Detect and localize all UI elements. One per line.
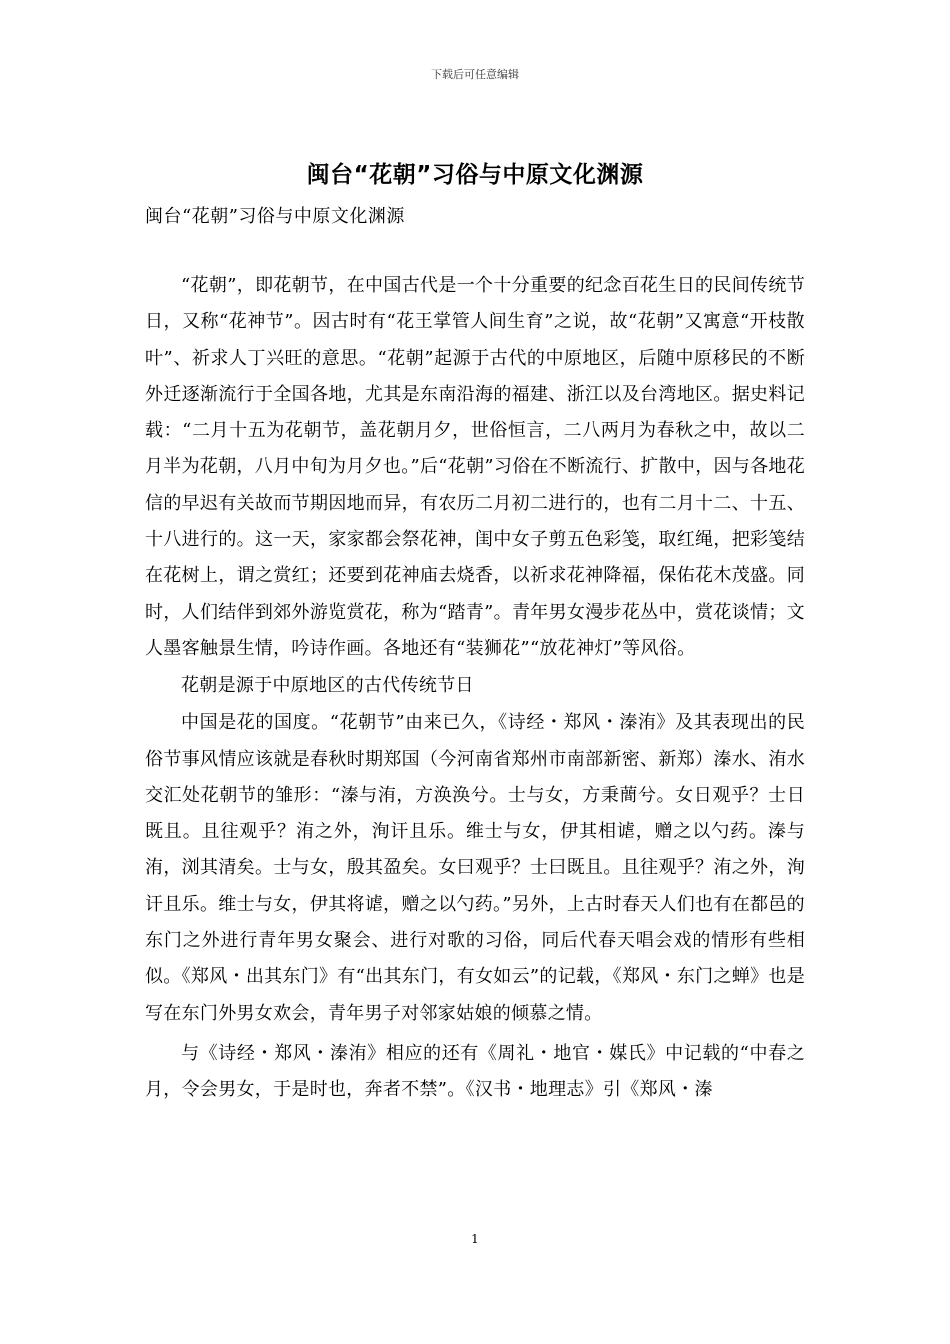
page-header-note: 下载后可任意编辑 bbox=[431, 68, 519, 81]
paragraph-origin: 中国是花的国度。“花朝节”由来已久，《诗经・郑风・溱洧》及其表现出的民俗节事风情应该就是春秋时期郑国（今河南省郑州市南部新密、新郑）溱水、洧水交汇处花朝节的雏形：“溱与洧，方涣涣兮。士与女，方秉蕳兮。女日观乎？士日既且。且往观乎？洧之外，洵讦且乐。维士与女，伊其相谑，赠之以勺药。溱与洧，浏其清矣。士与女，殷其盈矣。女曰观乎？士曰既且。且往观乎？洧之外，洵讦且乐。维士与女，伊其将谑，赠之以勺药。”另外，上古时春天人们也有在都邑的东门之外进行青年男女聚会、进行对歌的习俗，同后代春天唱会戏的情形有些相似。《郑风・出其东门》有“出其东门，有女如云”的记载，《郑风・东门之蝉》也是写在东门外男女欢会，青年男子对邻家姑娘的倾慕之情。 bbox=[145, 712, 805, 1024]
document-body bbox=[145, 268, 805, 1109]
page-number: 1 bbox=[471, 1232, 479, 1246]
document-title: 闽台“花朝”习俗与中原文化渊源 bbox=[306, 162, 644, 188]
paragraph-intro: “花朝”，即花朝节，在中国古代是一个十分重要的纪念百花生日的民间传统节日，又称“花神节”。因古时有“花王掌管人间生育”之说，故“花朝”又寓意“开枝散叶”、祈求人丁兴旺的意思。“花朝”起源于古代的中原地区，后随中原移民的不断外迁逐渐流行于全国各地，尤其是东南沿海的福建、浙江以及台湾地区。据史料记载：“二月十五为花朝节，盖花朝月夕，世俗恒言，二八两月为春秋之中，故以二月半为花朝，八月中旬为月夕也。”后“花朝”习俗在不断流行、扩散中，因与各地花信的早迟有关故而节期因地而异，有农历二月初二进行的，也有二月十二、十五、十八进行的。这一天，家家都会祭花神，闺中女子剪五色彩笺，取红绳，把彩笺结在花树上，谓之赏红；还要到花神庙去烧香，以祈求花神降福，保佑花木茂盛。同时，人们结伴到郊外游览赏花，称为“踏青”。青年男女漫步花丛中，赏花谈情；文人墨客触景生情，吟诗作画。各地还有“装狮花”“放花神灯”等风俗。 bbox=[145, 275, 806, 659]
paragraph-zhouli: 与《诗经・郑风・溱洧》相应的还有《周礼・地官・媒氏》中记载的“中春之月，令会男女，于是时也，奔者不禁”。《汉书・地理志》引《郑风・溱 bbox=[145, 1042, 805, 1101]
section-heading: 花朝是源于中原地区的古代传统节日 bbox=[181, 675, 474, 697]
document-subtitle: 闽台“花朝”习俗与中原文化渊源 bbox=[145, 206, 405, 227]
